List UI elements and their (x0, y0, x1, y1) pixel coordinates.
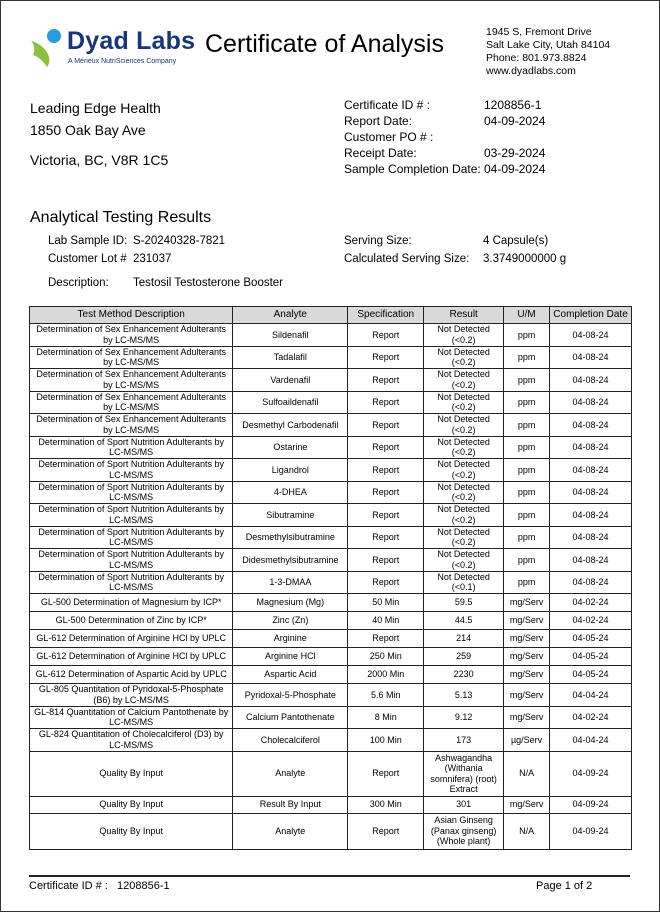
analyte-cell: 4-DHEA (233, 481, 348, 504)
result-cell: 173 (424, 729, 504, 752)
footer-divider (29, 875, 630, 877)
customer-lot-value: 231037 (133, 253, 172, 265)
table-row (30, 504, 632, 527)
customer-street: 1850 Oak Bay Ave (30, 122, 146, 138)
dyad-labs-logo (29, 27, 209, 71)
completion-date-cell: 04-05-24 (550, 648, 632, 666)
test-method-cell: Determination of Sport Nutrition Adulterants by LC-MS/MS (30, 459, 233, 482)
analyte-cell: Analyte (233, 751, 348, 796)
test-method-cell: Quality By Input (30, 796, 233, 813)
result-cell: Not Detected (<0.2) (424, 481, 504, 504)
completion-date-cell: 04-02-24 (550, 594, 632, 612)
test-method-cell: Determination of Sport Nutrition Adulterants by LC-MS/MS (30, 504, 233, 527)
unit-cell: ppm (504, 346, 550, 369)
completion-date-cell: 04-08-24 (550, 549, 632, 572)
unit-cell: ppm (504, 481, 550, 504)
table-row (30, 684, 632, 707)
result-cell: 9.12 (424, 706, 504, 729)
specification-cell: 300 Min (348, 796, 424, 813)
meta-label: Customer PO # : (344, 130, 434, 144)
table-row (30, 391, 632, 414)
table-row (30, 526, 632, 549)
analyte-cell: Magnesium (Mg) (233, 594, 348, 612)
specification-cell: Report (348, 549, 424, 572)
calc-serving-size-label: Calculated Serving Size: (344, 253, 470, 265)
analyte-cell: Analyte (233, 813, 348, 849)
analyte-cell: Arginine HCl (233, 648, 348, 666)
result-cell: Not Detected (<0.2) (424, 549, 504, 572)
completion-date-cell: 04-08-24 (550, 324, 632, 347)
specification-cell: Report (348, 459, 424, 482)
customer-name: Leading Edge Health (30, 100, 161, 116)
analyte-cell: Sildenafil (233, 324, 348, 347)
completion-date-cell: 04-08-24 (550, 481, 632, 504)
completion-date-cell: 04-05-24 (550, 666, 632, 684)
calc-serving-size-value: 3.3749000000 g (483, 253, 567, 265)
meta-label: Report Date: (344, 114, 413, 128)
analyte-cell: Aspartic Acid (233, 666, 348, 684)
result-cell: 59.5 (424, 594, 504, 612)
result-cell: Not Detected (<0.2) (424, 391, 504, 414)
table-row (30, 571, 632, 594)
table-row (30, 630, 632, 648)
test-method-cell: GL-500 Determination of Zinc by ICP* (30, 612, 233, 630)
analyte-cell: Sibutramine (233, 504, 348, 527)
footer-certificate-id (29, 880, 170, 892)
sample-info-left (48, 232, 225, 268)
result-cell: Not Detected (<0.2) (424, 459, 504, 482)
result-cell: Not Detected (<0.2) (424, 346, 504, 369)
customer-city: Victoria, BC, V8R 1C5 (30, 152, 169, 168)
analyte-cell: Vardenafil (233, 369, 348, 392)
specification-cell: Report (348, 481, 424, 504)
specification-cell: Report (348, 324, 424, 347)
dyad-labs-leaf-dot-icon (29, 27, 65, 67)
meta-row-sample-completion-date (344, 161, 545, 177)
meta-value: 03-29-2024 (484, 146, 546, 160)
unit-cell: mg/Serv (504, 612, 550, 630)
result-cell: Asian Ginseng (Panax ginseng) (Whole plant) (424, 813, 504, 849)
completion-date-cell: 04-08-24 (550, 459, 632, 482)
analyte-cell: Cholecalciferol (233, 729, 348, 752)
results-table (29, 306, 632, 850)
table-row (30, 729, 632, 752)
completion-date-cell: 04-08-24 (550, 526, 632, 549)
table-row (30, 414, 632, 437)
lab-phone: Phone: 801.973.8824 (486, 52, 587, 64)
customer-lot-label: Customer Lot # (48, 253, 127, 265)
unit-cell: mg/Serv (504, 666, 550, 684)
specification-cell: 40 Min (348, 612, 424, 630)
result-cell: Not Detected (<0.2) (424, 436, 504, 459)
unit-cell: mg/Serv (504, 648, 550, 666)
table-row (30, 706, 632, 729)
lab-website: www.dyadlabs.com (486, 65, 576, 77)
completion-date-cell: 04-08-24 (550, 436, 632, 459)
test-method-cell: Quality By Input (30, 813, 233, 849)
specification-cell: 5.6 Min (348, 684, 424, 707)
result-cell: 5.13 (424, 684, 504, 707)
document-title: Certificate of Analysis (205, 30, 444, 58)
unit-cell: ppm (504, 369, 550, 392)
meta-value: 1208856-1 (484, 98, 542, 112)
analyte-cell: Tadalafil (233, 346, 348, 369)
table-row (30, 436, 632, 459)
table-row (30, 813, 632, 849)
result-cell: Not Detected (<0.2) (424, 414, 504, 437)
unit-cell: mg/Serv (504, 706, 550, 729)
analyte-cell: Didesmethylsibutramine (233, 549, 348, 572)
unit-cell: ppm (504, 414, 550, 437)
description-label: Description: (48, 277, 109, 289)
result-cell: 259 (424, 648, 504, 666)
table-header-row (30, 307, 632, 324)
specification-cell: Report (348, 346, 424, 369)
unit-cell: ppm (504, 436, 550, 459)
analyte-cell: Ligandrol (233, 459, 348, 482)
unit-cell: ppm (504, 526, 550, 549)
test-method-cell: GL-612 Determination of Arginine HCl by UPLC (30, 630, 233, 648)
test-method-cell: GL-612 Determination of Aspartic Acid by UPLC (30, 666, 233, 684)
column-header-result: Result (424, 307, 504, 324)
brand-name: Dyad Labs (67, 27, 196, 55)
brand-tagline: A Mérieux NutriSciences Company (68, 58, 177, 65)
column-header-completion-date: Completion Date (550, 307, 632, 324)
table-row (30, 751, 632, 796)
unit-cell: mg/Serv (504, 796, 550, 813)
specification-cell: Report (348, 630, 424, 648)
completion-date-cell: 04-08-24 (550, 391, 632, 414)
test-method-cell: Determination of Sex Enhancement Adulterants by LC-MS/MS (30, 324, 233, 347)
description-value: Testosil Testosterone Booster (133, 277, 284, 289)
meta-row-customer-po (344, 129, 545, 145)
table-row (30, 369, 632, 392)
test-method-cell: Quality By Input (30, 751, 233, 796)
unit-cell: ppm (504, 504, 550, 527)
specification-cell: Report (348, 571, 424, 594)
specification-cell: Report (348, 414, 424, 437)
unit-cell: mg/Serv (504, 684, 550, 707)
table-row (30, 796, 632, 813)
completion-date-cell: 04-08-24 (550, 369, 632, 392)
lab-address-line1: 1945 S, Fremont Drive (486, 26, 592, 38)
result-cell: 2230 (424, 666, 504, 684)
column-header-specification: Specification (348, 307, 424, 324)
unit-cell: ppm (504, 459, 550, 482)
analyte-cell: Pyridoxal-5-Phosphate (233, 684, 348, 707)
specification-cell: 2000 Min (348, 666, 424, 684)
completion-date-cell: 04-08-24 (550, 504, 632, 527)
table-row (30, 549, 632, 572)
lab-sample-id-value: S-20240328-7821 (133, 235, 226, 247)
result-cell: Not Detected (<0.1) (424, 571, 504, 594)
table-row (30, 324, 632, 347)
specification-cell: 250 Min (348, 648, 424, 666)
lab-address (486, 26, 610, 78)
column-header-um: U/M (504, 307, 550, 324)
test-method-cell: GL-814 Quantitation of Calcium Pantothenate by LC-MS/MS (30, 706, 233, 729)
result-cell: 301 (424, 796, 504, 813)
certificate-meta (344, 97, 545, 177)
test-method-cell: Determination of Sex Enhancement Adulterants by LC-MS/MS (30, 414, 233, 437)
footer-cert-label: Certificate ID # : (29, 880, 108, 892)
specification-cell: Report (348, 751, 424, 796)
specification-cell: Report (348, 369, 424, 392)
meta-label: Sample Completion Date: (344, 162, 481, 176)
result-cell: Not Detected (<0.2) (424, 526, 504, 549)
analyte-cell: 1-3-DMAA (233, 571, 348, 594)
lab-address-line2: Salt Lake City, Utah 84104 (486, 39, 611, 51)
sample-info-right (344, 232, 566, 268)
footer-cert-value: 1208856-1 (117, 880, 170, 892)
test-method-cell: Determination of Sex Enhancement Adulterants by LC-MS/MS (30, 346, 233, 369)
test-method-cell: GL-500 Determination of Magnesium by ICP* (30, 594, 233, 612)
lab-sample-id-label: Lab Sample ID: (48, 235, 128, 247)
completion-date-cell: 04-04-24 (550, 729, 632, 752)
unit-cell: N/A (504, 751, 550, 796)
unit-cell: mg/Serv (504, 630, 550, 648)
analyte-cell: Ostarine (233, 436, 348, 459)
specification-cell: Report (348, 391, 424, 414)
table-row (30, 481, 632, 504)
table-row (30, 594, 632, 612)
meta-row-report-date (344, 113, 545, 129)
completion-date-cell: 04-08-24 (550, 571, 632, 594)
specification-cell: 50 Min (348, 594, 424, 612)
analyte-cell: Zinc (Zn) (233, 612, 348, 630)
test-method-cell: GL-824 Quantitation of Cholecalciferol (D3) by LC-MS/MS (30, 729, 233, 752)
completion-date-cell: 04-02-24 (550, 706, 632, 729)
result-cell: Not Detected (<0.2) (424, 369, 504, 392)
specification-cell: Report (348, 813, 424, 849)
test-method-cell: Determination of Sport Nutrition Adulterants by LC-MS/MS (30, 549, 233, 572)
test-method-cell: Determination of Sport Nutrition Adulterants by LC-MS/MS (30, 436, 233, 459)
meta-row-receipt-date (344, 145, 545, 161)
test-method-cell: Determination of Sex Enhancement Adulterants by LC-MS/MS (30, 391, 233, 414)
unit-cell: ppm (504, 324, 550, 347)
specification-cell: Report (348, 436, 424, 459)
test-method-cell: GL-805 Quantitation of Pyridoxal-5-Phosphate (B6) by LC-MS/MS (30, 684, 233, 707)
meta-row-certificate-id (344, 97, 545, 113)
unit-cell: ppm (504, 549, 550, 572)
meta-label: Receipt Date: (344, 146, 417, 160)
customer-address (30, 97, 168, 171)
meta-label: Certificate ID # : (344, 98, 431, 112)
test-method-cell: GL-612 Determination of Arginine HCl by UPLC (30, 648, 233, 666)
meta-value: 04-09-2024 (484, 114, 546, 128)
section-title: Analytical Testing Results (30, 209, 212, 226)
result-cell: Not Detected (<0.2) (424, 504, 504, 527)
result-cell: 44.5 (424, 612, 504, 630)
specification-cell: Report (348, 526, 424, 549)
table-row (30, 459, 632, 482)
completion-date-cell: 04-09-24 (550, 796, 632, 813)
page-number: Page 1 of 2 (536, 880, 593, 892)
completion-date-cell: 04-04-24 (550, 684, 632, 707)
test-method-cell: Determination of Sport Nutrition Adulterants by LC-MS/MS (30, 571, 233, 594)
analyte-cell: Desmethyl Carbodenafil (233, 414, 348, 437)
completion-date-cell: 04-08-24 (550, 346, 632, 369)
specification-cell: Report (348, 504, 424, 527)
analyte-cell: Arginine (233, 630, 348, 648)
column-header-test-method: Test Method Description (30, 307, 233, 324)
table-row (30, 648, 632, 666)
completion-date-cell: 04-09-24 (550, 813, 632, 849)
result-cell: Ashwagandha (Withania somnifera) (root) Extract (424, 751, 504, 796)
analyte-cell: Sulfoaildenafil (233, 391, 348, 414)
specification-cell: 8 Min (348, 706, 424, 729)
meta-value: 04-09-2024 (484, 162, 546, 176)
serving-size-label: Serving Size: (344, 235, 412, 247)
unit-cell: µg/Serv (504, 729, 550, 752)
unit-cell: N/A (504, 813, 550, 849)
table-row (30, 666, 632, 684)
test-method-cell: Determination of Sport Nutrition Adulterants by LC-MS/MS (30, 526, 233, 549)
serving-size-value: 4 Capsule(s) (483, 235, 549, 247)
unit-cell: ppm (504, 571, 550, 594)
table-row (30, 612, 632, 630)
unit-cell: mg/Serv (504, 594, 550, 612)
column-header-analyte: Analyte (233, 307, 348, 324)
test-method-cell: Determination of Sport Nutrition Adulterants by LC-MS/MS (30, 481, 233, 504)
analyte-cell: Result By Input (233, 796, 348, 813)
completion-date-cell: 04-08-24 (550, 414, 632, 437)
completion-date-cell: 04-09-24 (550, 751, 632, 796)
completion-date-cell: 04-05-24 (550, 630, 632, 648)
analyte-cell: Desmethylsibutramine (233, 526, 348, 549)
test-method-cell: Determination of Sex Enhancement Adulterants by LC-MS/MS (30, 369, 233, 392)
table-row (30, 346, 632, 369)
sample-description (48, 277, 283, 289)
specification-cell: 100 Min (348, 729, 424, 752)
result-cell: 214 (424, 630, 504, 648)
analyte-cell: Calcium Pantothenate (233, 706, 348, 729)
unit-cell: ppm (504, 391, 550, 414)
result-cell: Not Detected (<0.2) (424, 324, 504, 347)
completion-date-cell: 04-02-24 (550, 612, 632, 630)
